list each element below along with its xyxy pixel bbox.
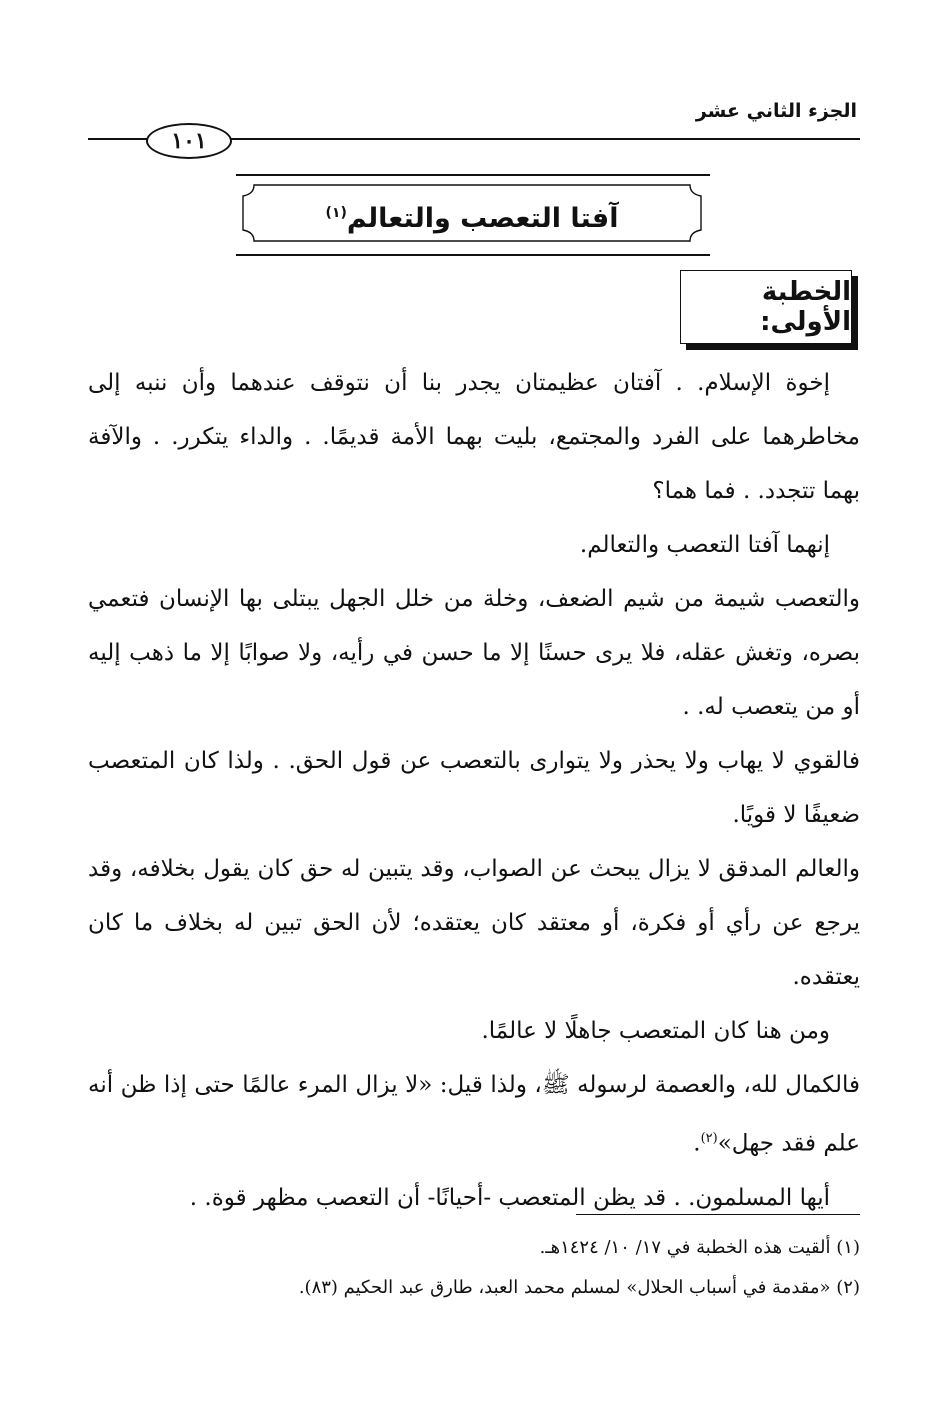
paragraph: إخوة الإسلام. . آفتان عظيمتان يجدر بنا أن نتوقف عندهما وأن ننبه إلى مخاطرهما على الفرد والمجتمع، بليت بهما الأمة قديمًا. . والداء يتكرر. . والآفة بهما تتجدد. . فما هما؟ [88,370,860,504]
paragraph: إنهما آفتا التعصب والتعالم. [579,532,830,558]
article-title [242,190,702,236]
footnotes [88,1228,860,1308]
page-number: ١٠١ [146,123,232,159]
paragraph-text: فالكمال لله، والعصمة لرسوله ﷺ، ولذا قيل: «لا يزال المرء عالمًا حتى إذا ظن أنه علم فقد جهل» [88,1072,860,1157]
article-title-text: آفتا التعصب والتعالم [346,203,619,234]
paragraph: أيها المسلمون. . قد يظن المتعصب -أحيانًا- أن التعصب مظهر قوة. . [189,1184,830,1211]
footnote-ref: (٢) [700,1131,718,1146]
paragraph: ومن هنا كان المتعصب جاهلًا لا عالمًا. [481,1018,830,1044]
paragraph: والتعصب شيمة من شيم الضعف، وخلة من خلل الجهل يبتلى بها الإنسان فتعمي بصره، وتغش عقله، فلا يرى حسنًا إلا ما حسن في رأيه، ولا صوابًا إلا ما ذهب إليه أو من يتعصب له. . [88,586,860,720]
footnote-rule [576,1214,860,1215]
paragraph: فالقوي لا يهاب ولا يحذر ولا يتوارى بالتعصب عن قول الحق. . ولذا كان المتعصب ضعيفًا لا قويًا. [88,748,860,828]
paragraph-tail: . [693,1130,701,1157]
title-footnote-ref: (١) [325,205,347,221]
paragraph: والعالم المدقق لا يزال يبحث عن الصواب، وقد يتبين له حق كان يقول بخلافه، وقد يرجع عن رأي أو فكرة، أو معتقد كان يعتقده؛ لأن الحق تبين له بخلاف ما كان يعتقده. [88,856,860,990]
running-head: الجزء الثاني عشر [695,100,857,122]
footnote: (١) ألقيت هذه الخطبة في ١٧/ ١٠/ ١٤٢٤هـ. [539,1237,860,1258]
paragraph [88,1058,860,1171]
footnote: (٢) «مقدمة في أسباب الحلال» لمسلم محمد العبد، طارق عبد الحكيم (٨٣). [298,1277,860,1298]
section-heading: الخطبة الأولى: [680,270,852,344]
body-text [88,356,860,1225]
